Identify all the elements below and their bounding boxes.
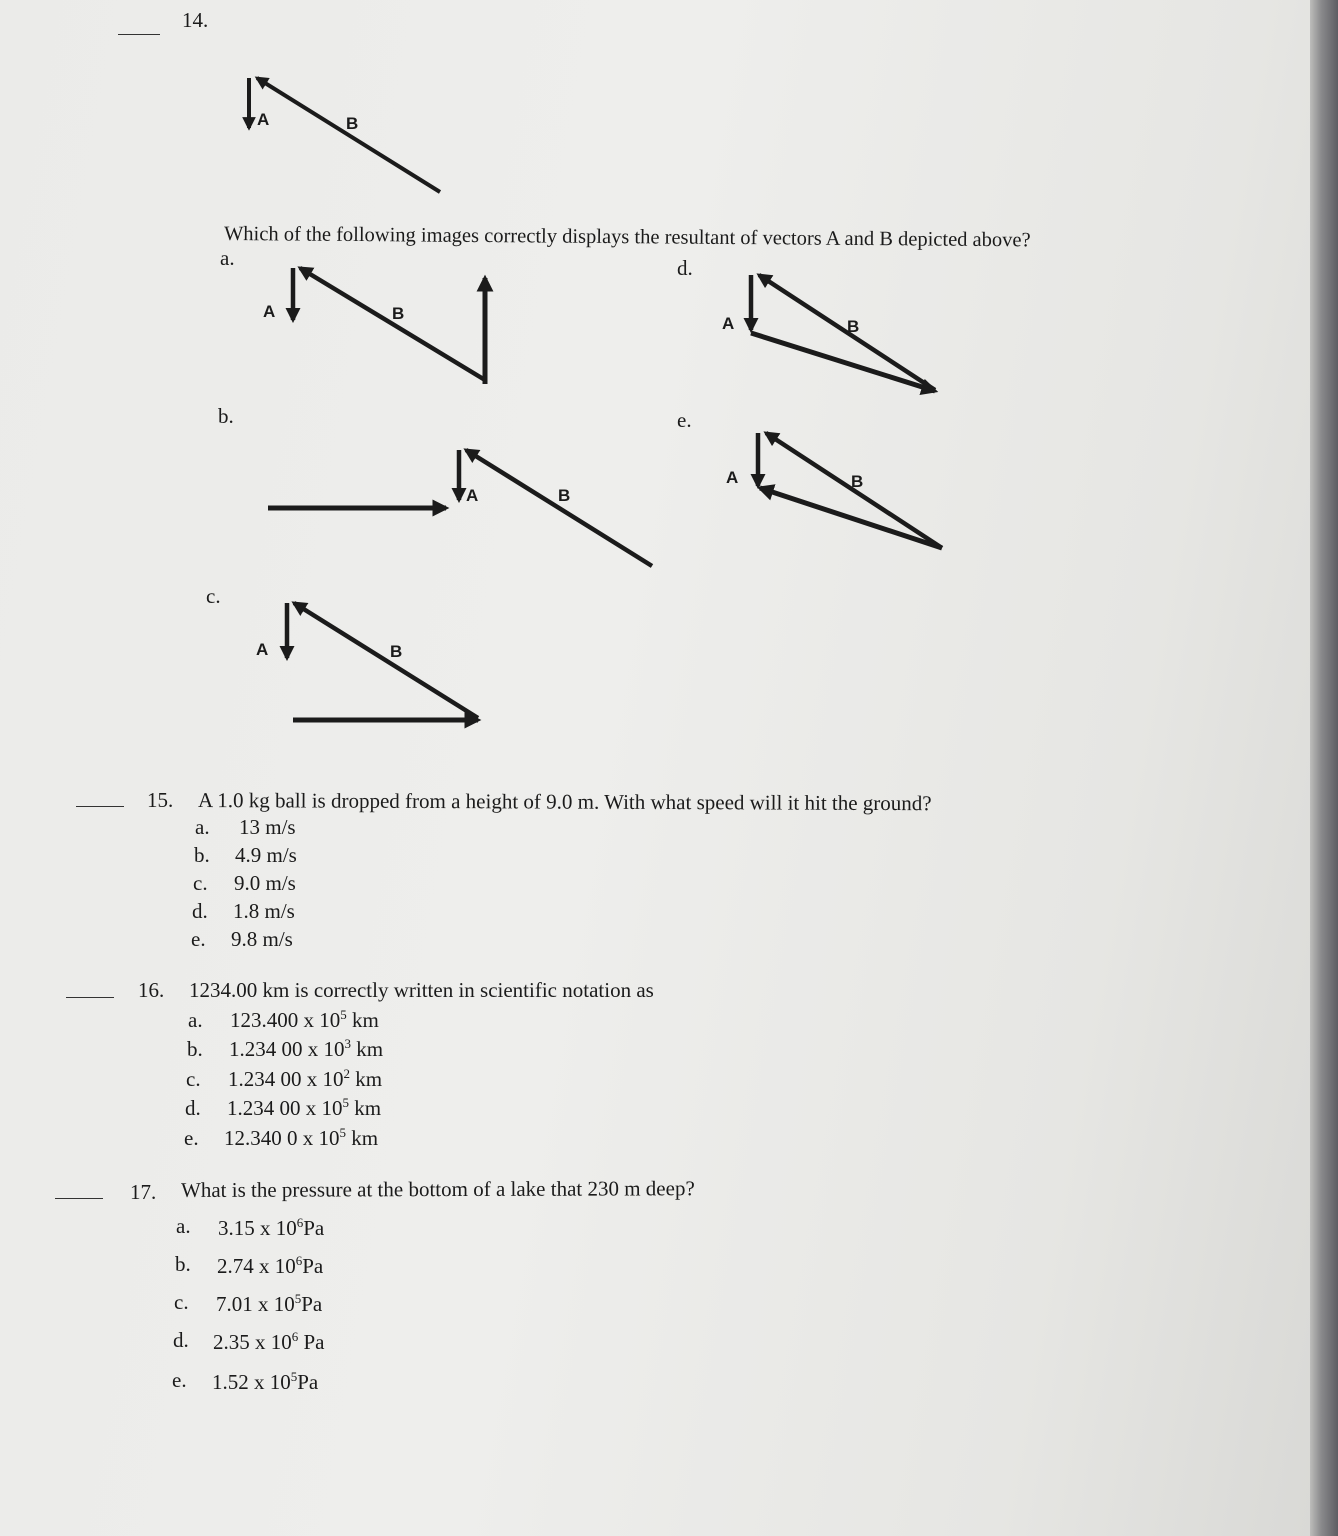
q15-option-c[interactable]: [193, 871, 296, 895]
option-text: 9.0 m/s: [234, 871, 296, 895]
mantissa: 3.15 x 10: [218, 1216, 297, 1240]
exponent: 5: [342, 1095, 349, 1110]
unit: km: [351, 1037, 384, 1061]
q17-option-c[interactable]: [174, 1290, 323, 1316]
q15-option-b[interactable]: [194, 843, 297, 867]
unit: km: [346, 1008, 379, 1032]
option-d-figure: [751, 275, 935, 391]
option-letter: e.: [191, 927, 206, 951]
unit: Pa: [301, 1292, 323, 1316]
c-label-b: B: [390, 642, 403, 661]
option-letter: c.: [186, 1067, 201, 1091]
option-value: [224, 1126, 378, 1150]
q16-option-a[interactable]: [188, 1007, 379, 1032]
q15-option-d[interactable]: [192, 899, 295, 923]
mantissa: 1.234 00 x 10: [229, 1037, 345, 1061]
answer-blank-17[interactable]: [55, 1198, 103, 1199]
option-value: [212, 1370, 318, 1394]
option-value: [230, 1008, 379, 1032]
q14-option-e[interactable]: e.: [677, 408, 692, 432]
question-17-number: 17.: [130, 1180, 157, 1204]
option-text: 4.9 m/s: [235, 843, 297, 867]
question-16-prompt: 1234.00 km is correctly written in scientific notation as: [189, 978, 654, 1002]
option-e-figure: [758, 433, 942, 548]
exponent: 6: [296, 1215, 304, 1230]
answer-blank-15[interactable]: [76, 806, 124, 807]
unit: km: [346, 1126, 379, 1150]
option-letter: a.: [195, 815, 210, 839]
option-value: [217, 1254, 323, 1278]
mantissa: 1.52 x 10: [212, 1370, 291, 1394]
q15-option-a[interactable]: [195, 815, 296, 839]
q17-option-a[interactable]: [176, 1214, 325, 1240]
unit: Pa: [303, 1216, 325, 1240]
q14-option-b[interactable]: b.: [218, 404, 234, 428]
option-letter: b.: [187, 1037, 203, 1061]
option-text: 9.8 m/s: [231, 927, 293, 951]
ref-label-a: A: [257, 110, 270, 129]
question-14-number: 14.: [182, 8, 209, 32]
q17-option-b[interactable]: [175, 1252, 324, 1278]
a-label-b: B: [392, 304, 405, 323]
exponent: 5: [290, 1369, 298, 1384]
q14-option-d[interactable]: d.: [677, 256, 693, 280]
exponent: 6: [295, 1253, 303, 1268]
option-letter: a.: [176, 1214, 191, 1238]
exponent: 6: [291, 1329, 299, 1344]
e-label-b: B: [851, 472, 864, 491]
option-letter: b.: [175, 1252, 191, 1276]
option-value: [216, 1292, 322, 1316]
option-value: [213, 1330, 325, 1354]
question-17-prompt: What is the pressure at the bottom of a lake that 230 m deep?: [180, 1176, 695, 1202]
unit: Pa: [302, 1254, 324, 1278]
option-value: [218, 1216, 324, 1240]
exponent: 2: [343, 1066, 350, 1081]
mantissa: 7.01 x 10: [216, 1292, 295, 1316]
b-label-b: B: [558, 486, 571, 505]
d-label-a: A: [722, 314, 735, 333]
option-letter: c.: [174, 1290, 189, 1314]
question-15-prompt: A 1.0 kg ball is dropped from a height of 9.0 m. With what speed will it hit the ground?: [197, 788, 932, 816]
b-label-a: A: [466, 486, 479, 505]
q16-option-b[interactable]: [187, 1036, 384, 1061]
unit: Pa: [297, 1370, 319, 1394]
question-16-number: 16.: [138, 978, 165, 1002]
answer-blank-16[interactable]: [66, 997, 114, 998]
e-label-a: A: [726, 468, 739, 487]
option-a-figure: [293, 268, 485, 384]
option-letter: b.: [194, 843, 210, 867]
unit: Pa: [298, 1330, 325, 1354]
c-label-a: A: [256, 640, 269, 659]
option-letter: d.: [192, 899, 208, 923]
option-text: 1.8 m/s: [233, 899, 295, 923]
q14-option-a[interactable]: a.: [220, 246, 235, 270]
reference-vectors: [249, 78, 440, 192]
exponent: 5: [294, 1291, 302, 1306]
a-label-a: A: [263, 302, 276, 321]
q16-option-d[interactable]: [185, 1095, 382, 1120]
unit: km: [350, 1067, 383, 1091]
option-value: [227, 1096, 381, 1120]
q16-option-c[interactable]: [186, 1066, 383, 1091]
d-label-b: B: [847, 317, 860, 336]
mantissa: 2.35 x 10: [213, 1330, 292, 1354]
option-letter: c.: [193, 871, 208, 895]
ref-label-b: B: [346, 114, 359, 133]
q17-option-e[interactable]: [172, 1368, 319, 1394]
option-letter: a.: [188, 1008, 203, 1032]
exponent: 5: [339, 1125, 346, 1140]
option-value: [228, 1067, 382, 1091]
exponent: 3: [344, 1036, 351, 1051]
option-letter: d.: [173, 1328, 189, 1352]
q17-option-d[interactable]: [173, 1328, 325, 1354]
exponent: 5: [340, 1007, 347, 1022]
mantissa: 123.400 x 10: [230, 1008, 341, 1032]
mantissa: 12.340 0 x 10: [224, 1126, 340, 1150]
unit: km: [349, 1096, 382, 1120]
q14-option-c[interactable]: c.: [206, 584, 221, 608]
question-14-prompt: Which of the following images correctly displays the resultant of vectors A and B depicted above?: [223, 223, 1031, 252]
option-value: [229, 1037, 383, 1061]
q15-option-e[interactable]: [191, 927, 293, 951]
mantissa: 1.234 00 x 10: [227, 1096, 343, 1120]
mantissa: 1.234 00 x 10: [228, 1067, 344, 1091]
q16-option-e[interactable]: [184, 1125, 379, 1150]
option-text: 13 m/s: [239, 815, 296, 839]
option-letter: e.: [172, 1368, 187, 1392]
option-letter: e.: [184, 1126, 199, 1150]
option-letter: d.: [185, 1096, 201, 1120]
option-c-figure: [287, 603, 478, 720]
question-15-number: 15.: [147, 788, 174, 812]
option-b-figure: [268, 450, 652, 566]
mantissa: 2.74 x 10: [217, 1254, 296, 1278]
